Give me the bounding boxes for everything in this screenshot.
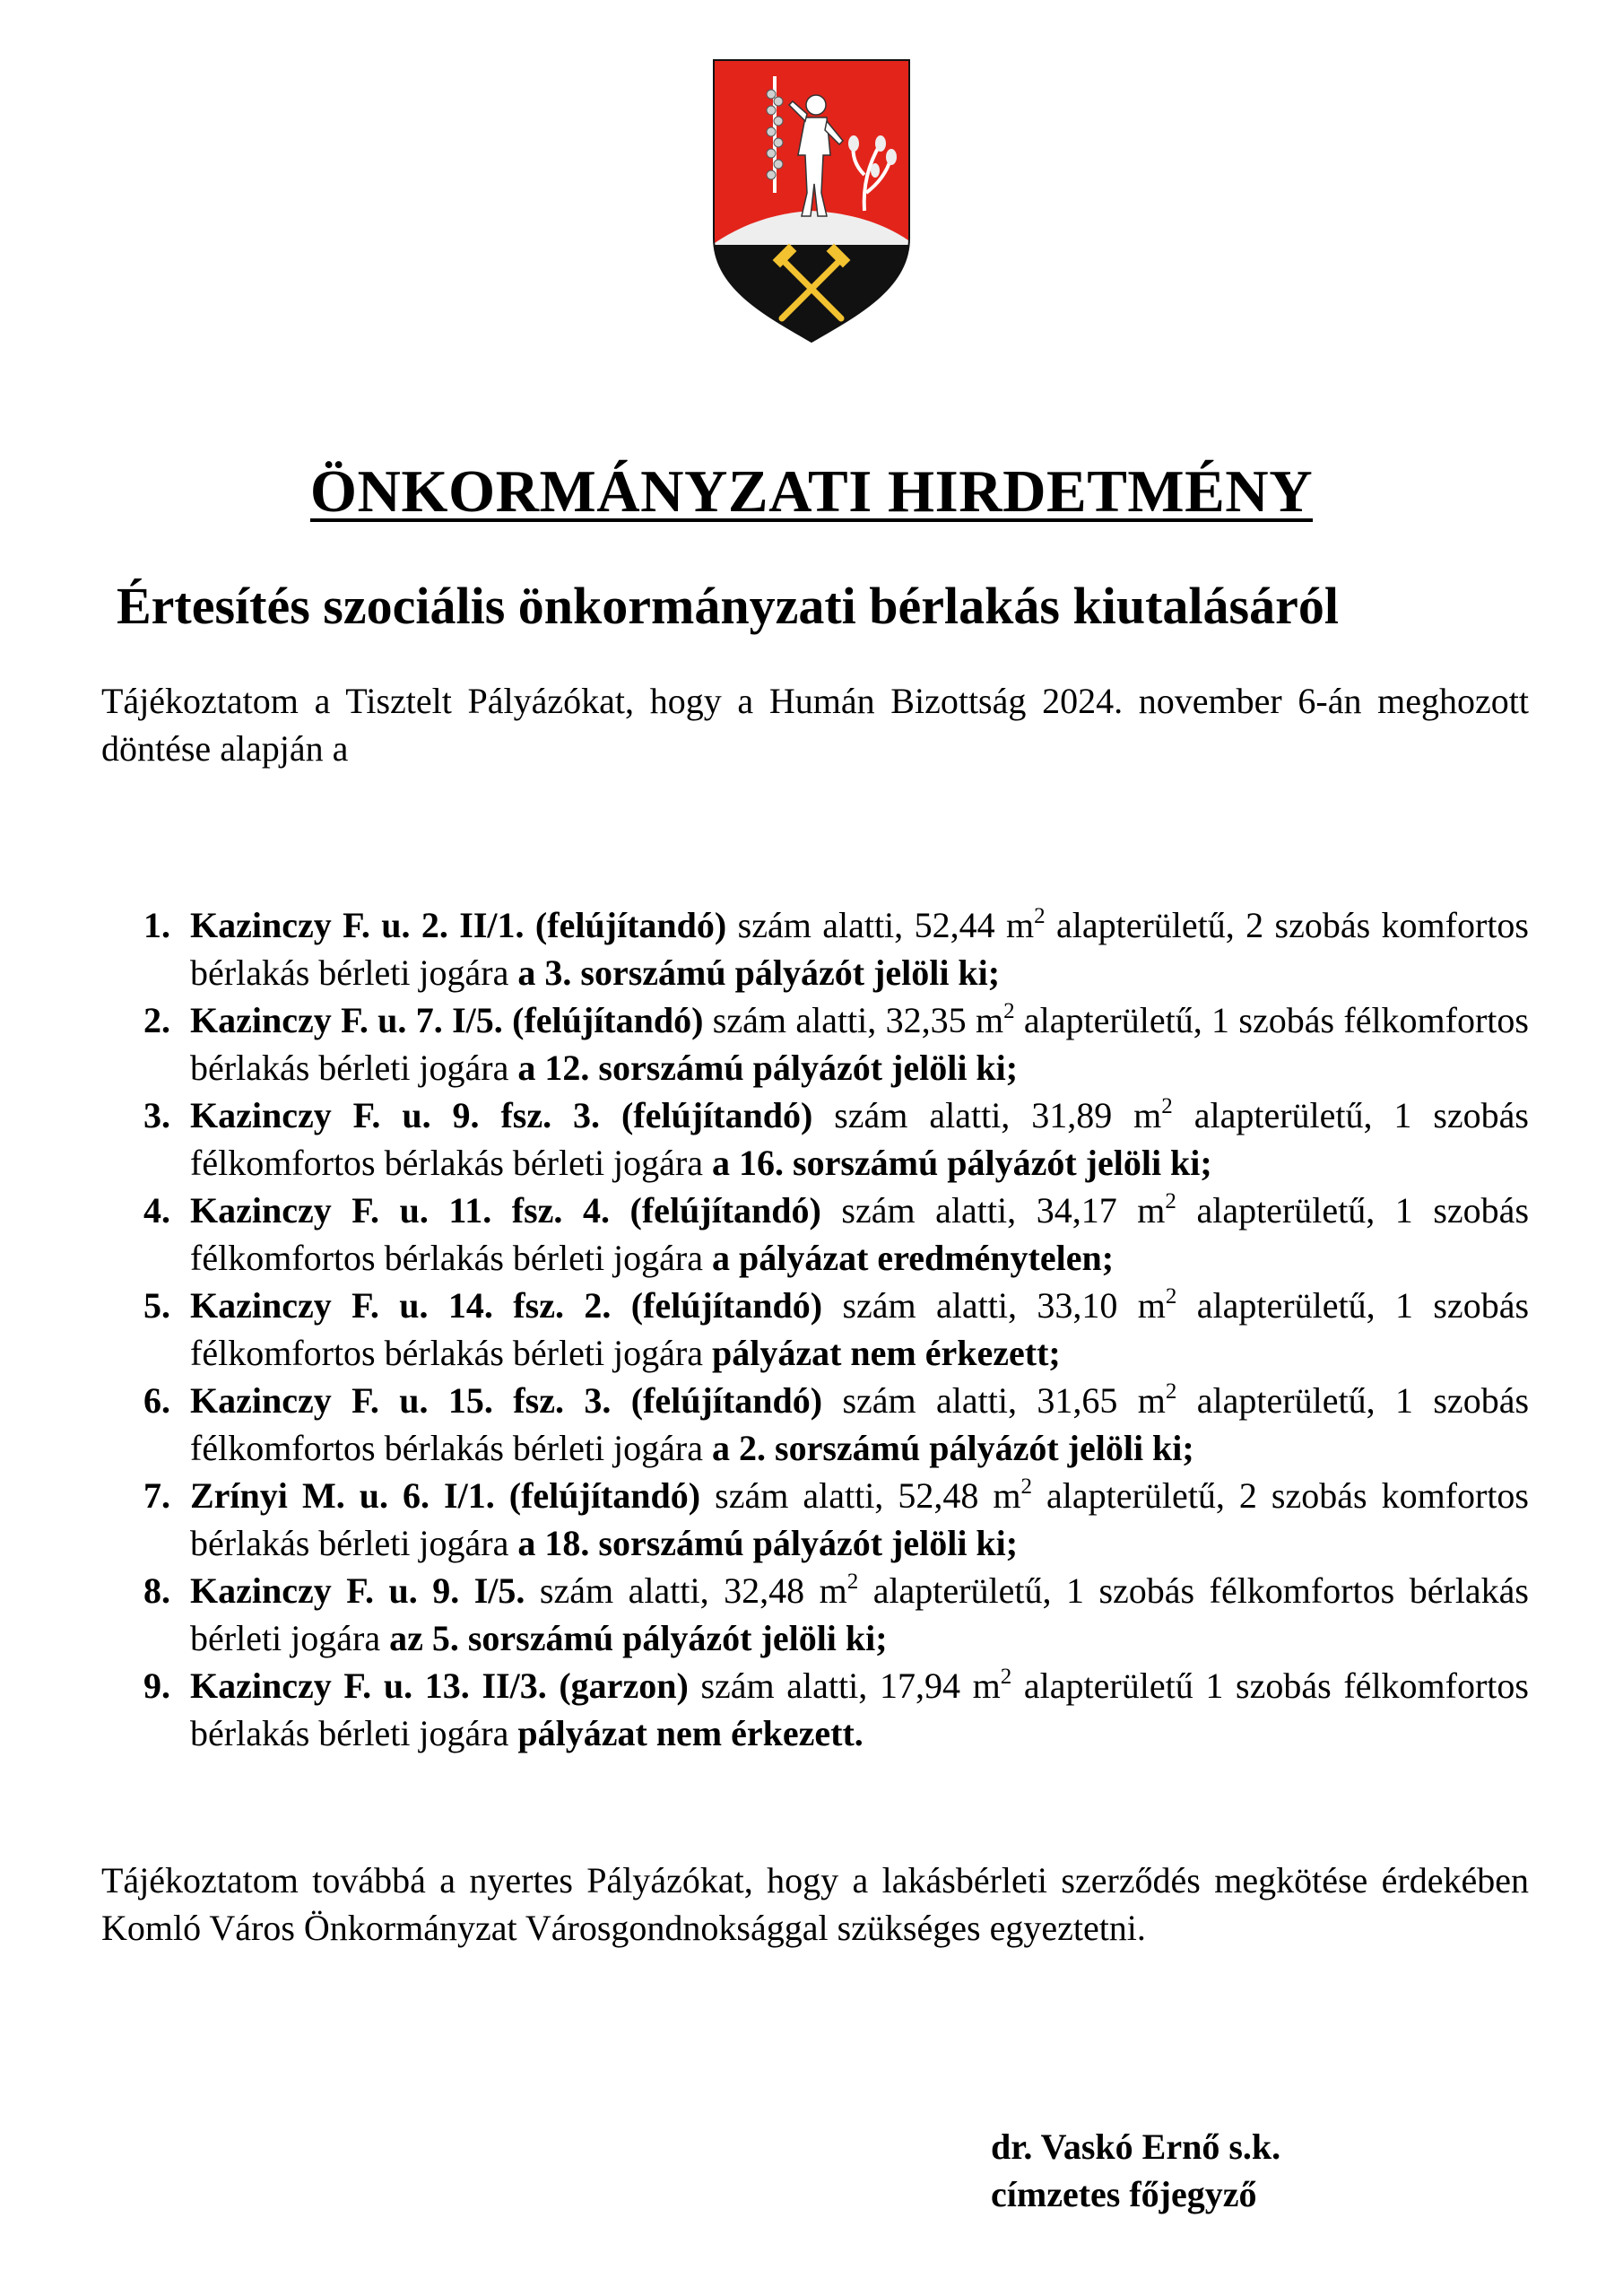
item-unit-exponent: 2	[1165, 1378, 1177, 1404]
list-item	[143, 1567, 1529, 1662]
coat-of-arms-icon	[712, 58, 911, 344]
item-address: Kazinczy F. u. 13. II/3. (garzon)	[190, 1665, 689, 1706]
item-text: alapterületű, 1 szobás félkomfortos bérlakás bérleti jogára	[190, 1570, 1529, 1658]
item-number: 9.	[143, 1665, 170, 1706]
list-item	[143, 1187, 1529, 1282]
item-unit-exponent: 2	[846, 1569, 859, 1594]
item-result: a 18. sorszámú pályázót jelöli ki;	[517, 1523, 1019, 1563]
item-result: pályázat nem érkezett.	[517, 1713, 864, 1753]
item-result: pályázat nem érkezett;	[712, 1333, 1061, 1373]
item-text: alapterületű, 1 szobás félkomfortos bérlakás bérleti jogára	[190, 1380, 1530, 1468]
item-result: a 12. sorszámú pályázót jelöli ki;	[517, 1048, 1019, 1088]
list-item	[143, 1472, 1529, 1567]
item-number: 4.	[143, 1190, 170, 1231]
list-item	[143, 996, 1529, 1091]
item-address: Kazinczy F. u. 2. II/1. (felújítandó)	[190, 905, 727, 945]
item-unit-exponent: 2	[1165, 1283, 1177, 1309]
item-text: alapterületű, 1 szobás félkomfortos bérlakás bérleti jogára	[190, 1000, 1529, 1088]
list-item	[143, 1377, 1529, 1472]
list-item	[143, 1091, 1529, 1187]
item-number: 8.	[143, 1570, 170, 1611]
item-address: Kazinczy F. u. 9. I/5.	[190, 1570, 525, 1611]
item-text: alapterületű, 2 szobás komfortos bérlakás bérleti jogára	[190, 905, 1529, 993]
item-unit-exponent: 2	[1034, 903, 1046, 928]
item-text: szám alatti, 33,10 m	[822, 1285, 1166, 1326]
item-text: szám alatti, 31,65 m	[822, 1380, 1166, 1421]
intro-paragraph: Tájékoztatom a Tisztelt Pályázókat, hogy a Humán Bizottság 2024. november 6-án meghozott döntése alapján a	[101, 681, 1529, 769]
item-number: 1.	[143, 905, 170, 945]
list-item	[143, 901, 1529, 996]
item-number: 3.	[143, 1095, 170, 1135]
signatory-role: címzetes főjegyző	[991, 2174, 1257, 2214]
item-number: 5.	[143, 1285, 170, 1326]
item-unit-exponent: 2	[1000, 1664, 1012, 1689]
signature-block	[991, 2123, 1529, 2218]
item-text: szám alatti, 52,44 m	[726, 905, 1035, 945]
item-result: a pályázat eredménytelen;	[712, 1238, 1115, 1278]
item-text: szám alatti, 31,89 m	[812, 1095, 1162, 1135]
item-text: alapterületű, 2 szobás komfortos bérlakás bérleti jogára	[190, 1475, 1530, 1563]
item-result: az 5. sorszámú pályázót jelöli ki;	[389, 1618, 888, 1658]
item-address: Kazinczy F. u. 7. I/5. (felújítandó)	[190, 1000, 704, 1040]
signatory-name: dr. Vaskó Ernő s.k.	[991, 2126, 1281, 2167]
item-number: 6.	[143, 1380, 170, 1421]
item-address: Kazinczy F. u. 14. fsz. 2. (felújítandó)	[190, 1285, 823, 1326]
list-item	[143, 1282, 1529, 1377]
item-number: 2.	[143, 1000, 170, 1040]
item-result: a 2. sorszámú pályázót jelöli ki;	[712, 1428, 1194, 1468]
item-unit-exponent: 2	[1020, 1474, 1032, 1499]
item-text: szám alatti, 34,17 m	[820, 1190, 1166, 1231]
item-text: szám alatti, 17,94 m	[688, 1665, 1001, 1706]
item-number: 7.	[143, 1475, 170, 1516]
item-text: alapterületű, 1 szobás félkomfortos bérlakás bérleti jogára	[190, 1285, 1530, 1373]
item-result: a 3. sorszámú pályázót jelöli ki;	[517, 952, 1001, 993]
item-text: szám alatti, 52,48 m	[700, 1475, 1021, 1516]
closing-paragraph: Tájékoztatom továbbá a nyertes Pályázókat, hogy a lakásbérleti szerződés megkötése érdekében Komló Város Önkormányzat Városgondnoksággal szükséges egyeztetni.	[101, 1860, 1529, 1948]
list-item	[143, 1662, 1529, 1757]
item-text: szám alatti, 32,48 m	[525, 1570, 847, 1611]
item-address: Kazinczy F. u. 9. fsz. 3. (felújítandó)	[190, 1095, 813, 1135]
item-unit-exponent: 2	[1165, 1188, 1176, 1213]
allocation-list	[143, 901, 1529, 1757]
item-unit-exponent: 2	[1003, 998, 1015, 1023]
item-result: a 16. sorszámú pályázót jelöli ki;	[712, 1143, 1212, 1183]
page-title: ÖNKORMÁNYZATI HIRDETMÉNY	[309, 458, 1314, 525]
item-text: alapterületű, 1 szobás félkomfortos bérlakás bérleti jogára	[190, 1095, 1530, 1183]
item-address: Zrínyi M. u. 6. I/1. (felújítandó)	[190, 1475, 701, 1516]
item-text: szám alatti, 32,35 m	[703, 1000, 1004, 1040]
item-unit-exponent: 2	[1161, 1093, 1173, 1118]
page-subtitle: Értesítés szociális önkormányzati bérlakás kiutalásáról	[117, 577, 1339, 635]
item-text: alapterületű 1 szobás félkomfortos bérlakás bérleti jogára	[190, 1665, 1529, 1753]
item-address: Kazinczy F. u. 15. fsz. 3. (felújítandó)	[190, 1380, 823, 1421]
item-address: Kazinczy F. u. 11. fsz. 4. (felújítandó)	[190, 1190, 821, 1231]
item-text: alapterületű, 1 szobás félkomfortos bérlakás bérleti jogára	[190, 1190, 1530, 1278]
